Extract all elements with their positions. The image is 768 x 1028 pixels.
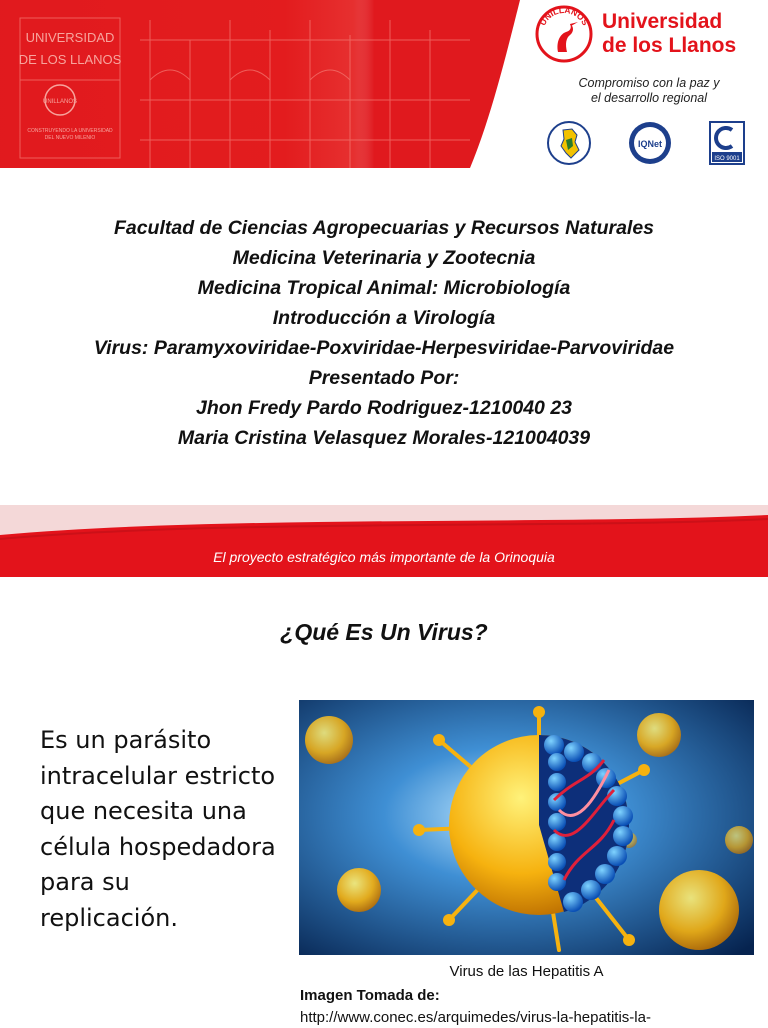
iso-9001-cert-icon	[702, 120, 752, 166]
header-banner	[0, 0, 768, 168]
virus-families-line: Virus: Paramyxoviridae-Poxviridae-Herpesviridae-Parvoviridae	[93, 337, 675, 359]
university-name-line2: de los Llanos	[602, 34, 737, 57]
presentation-title-block	[0, 213, 768, 453]
faculty-line: Facultad de Ciencias Agropecuarias y Recursos Naturales	[113, 217, 655, 239]
band-tagline: El proyecto estratégico más importante de la Orinoquia	[213, 549, 555, 565]
hepatitis-a-virus-illustration	[299, 700, 754, 955]
image-source-url[interactable]: http://www.conec.es/arquimedes/virus-la-hepatitis-la-	[300, 1009, 651, 1026]
svg-text:UNILLANOS: UNILLANOS	[42, 99, 78, 105]
definition-line: replicación.	[40, 903, 178, 932]
topic-line: Introducción a Virología	[272, 307, 496, 329]
definition-line: intracelular estricto	[40, 761, 276, 790]
building-text-line2: DE LOS LLANOS	[18, 52, 122, 67]
svg-text:DEL NUEVO MILENIO: DEL NUEVO MILENIO	[44, 135, 96, 141]
image-caption: Virus de las Hepatitis A	[449, 963, 604, 980]
definition-line: para su	[40, 868, 130, 896]
svg-text:CONSTRUYENDO LA UNIVERSIDAD: CONSTRUYENDO LA UNIVERSIDAD	[27, 128, 113, 134]
university-name-line1: Universidad	[602, 10, 723, 33]
presented-by-line: Presentado Por:	[308, 367, 460, 389]
university-name	[602, 10, 768, 58]
definition-line: que necesita una	[40, 797, 247, 825]
svg-text:ISO 9001: ISO 9001	[714, 156, 740, 162]
university-logo-block	[530, 0, 768, 168]
svg-text:IQNet: IQNet	[637, 139, 663, 149]
virus-definition	[40, 723, 290, 936]
svg-text:UNILLANOS: UNILLANOS	[537, 4, 591, 28]
author-line-2: Maria Cristina Velasquez Morales-121004039	[177, 427, 591, 449]
definition-line: Es un parásito	[40, 726, 212, 754]
colombia-map-cert-icon	[544, 120, 594, 166]
course-line: Medicina Tropical Animal: Microbiología	[197, 277, 571, 299]
section-title: ¿Qué Es Un Virus?	[280, 619, 488, 645]
university-logo-icon	[534, 4, 594, 64]
definition-line: célula hospedadora	[40, 832, 276, 861]
author-line-1: Jhon Fredy Pardo Rodriguez-1210040 23	[195, 397, 573, 419]
image-source-label: Imagen Tomada de:	[300, 987, 440, 1004]
iqnet-cert-icon	[625, 120, 675, 166]
building-text-line1: UNIVERSIDAD	[25, 30, 115, 45]
motto-line2: el desarrollo regional	[590, 91, 708, 105]
motto-line1: Compromiso con la paz y	[578, 76, 720, 90]
program-line: Medicina Veterinaria y Zootecnia	[232, 247, 536, 269]
university-motto	[544, 76, 754, 106]
